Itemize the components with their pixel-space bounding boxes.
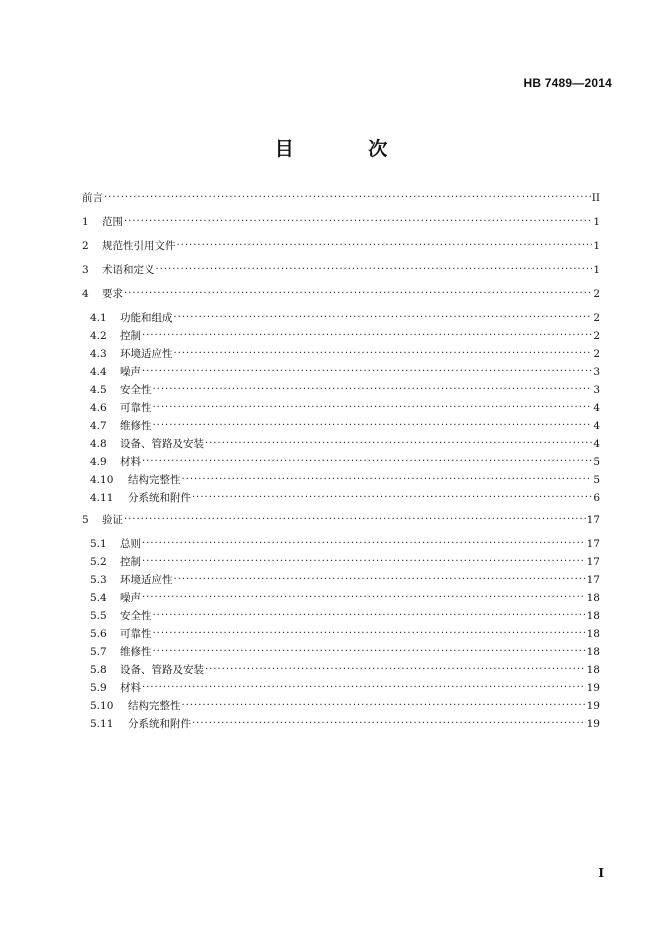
toc-leader-dots [142, 536, 586, 552]
toc-entry-number: 4.10 [90, 474, 114, 486]
toc-entry-label: 控制 [120, 330, 141, 342]
toc-entry-page: 18 [586, 646, 600, 658]
toc-entry[interactable] [82, 214, 600, 230]
toc-entry-label: 设备、管路及安装 [120, 664, 204, 676]
toc-entry-page: 3 [593, 384, 600, 396]
toc-leader-dots [153, 400, 593, 416]
toc-entry-label: 前言 [82, 192, 103, 204]
toc-entry-page: 1 [593, 216, 600, 228]
toc-entry-page: 2 [593, 312, 600, 324]
toc-entry[interactable] [82, 190, 600, 206]
toc-entry-number: 4.1 [90, 312, 107, 324]
toc-entry-label: 材料 [120, 682, 141, 694]
toc-leader-dots [124, 512, 586, 528]
toc-entry-label: 验证 [102, 514, 123, 526]
toc-entry-number: 4.9 [90, 456, 107, 468]
toc-entry-page: 1 [593, 264, 600, 276]
toc-entry-label: 环境适应性 [120, 574, 173, 586]
toc-entry-label: 可靠性 [120, 628, 152, 640]
toc-entry-label: 术语和定义 [102, 264, 155, 276]
toc-entry-label: 噪声 [120, 592, 141, 604]
toc-entry-page: 3 [593, 366, 600, 378]
toc-entry-page: II [591, 192, 600, 204]
toc-entry[interactable] [90, 590, 600, 606]
toc-entry-page: 18 [586, 610, 600, 622]
toc-entry[interactable] [82, 262, 600, 278]
toc-entry-page: 5 [593, 456, 600, 468]
toc-entry-label: 安全性 [120, 384, 152, 396]
toc-entry[interactable] [90, 608, 600, 624]
toc-entry[interactable] [90, 400, 600, 416]
toc-entry-number: 4.8 [90, 438, 107, 450]
toc-entry-label: 规范性引用文件 [102, 240, 176, 252]
toc-entry-number: 4 [82, 288, 89, 300]
toc-leader-dots [182, 698, 586, 714]
toc-leader-dots [142, 364, 592, 380]
toc-entry[interactable] [90, 346, 600, 362]
toc-entry-number: 5.4 [90, 592, 107, 604]
toc-leader-dots [156, 262, 593, 278]
document-code: HB 7489—2014 [523, 76, 612, 90]
toc-entry-label: 设备、管路及安装 [120, 438, 204, 450]
toc-entry-page: 4 [593, 438, 600, 450]
toc-entry[interactable] [82, 512, 600, 528]
toc-entry-number: 5.7 [90, 646, 107, 658]
toc-entry-number: 4.3 [90, 348, 107, 360]
toc-entry-number: 5.6 [90, 628, 107, 640]
toc-entry-page: 2 [593, 330, 600, 342]
toc-entry[interactable] [90, 572, 600, 588]
toc-entry-page: 18 [586, 664, 600, 676]
toc-entry-label: 总则 [120, 538, 141, 550]
toc-entry-label: 安全性 [120, 610, 152, 622]
toc-entry-page: 19 [586, 718, 600, 730]
toc-entry-number: 5.11 [90, 718, 114, 730]
toc-leader-dots [142, 328, 592, 344]
toc-leader-dots [104, 190, 591, 206]
toc-entry-page: 19 [586, 682, 600, 694]
toc-entry[interactable] [90, 644, 600, 660]
toc-title: 目 次 [274, 138, 422, 160]
toc-entry-number: 4.2 [90, 330, 107, 342]
toc-entry-page: 4 [593, 420, 600, 432]
toc-leader-dots [153, 382, 593, 398]
toc-entry[interactable] [90, 364, 600, 380]
toc-entry-page: 17 [586, 556, 600, 568]
toc-entry-label: 结构完整性 [128, 700, 181, 712]
toc-leader-dots [174, 310, 593, 326]
toc-entry[interactable] [90, 436, 600, 452]
toc-entry-number: 5.9 [90, 682, 107, 694]
toc-entry-number: 5.10 [90, 700, 114, 712]
toc-leader-dots [142, 590, 586, 606]
toc-entry[interactable] [90, 626, 600, 642]
toc-entry[interactable] [90, 418, 600, 434]
toc-entry-page: 18 [586, 592, 600, 604]
toc-entry-label: 材料 [120, 456, 141, 468]
toc-entry[interactable] [82, 286, 600, 302]
toc-leader-dots [192, 716, 586, 732]
toc-entry[interactable] [90, 698, 600, 714]
toc-leader-dots [153, 418, 593, 434]
toc-entry-number: 5.5 [90, 610, 107, 622]
toc-entry-label: 分系统和附件 [128, 492, 191, 504]
toc-entry-number: 3 [82, 264, 89, 276]
toc-entry-page: 17 [586, 574, 600, 586]
toc-entry[interactable] [90, 310, 600, 326]
toc-entry-number: 5.2 [90, 556, 107, 568]
toc-entry-page: 5 [593, 474, 600, 486]
toc-leader-dots [153, 608, 586, 624]
toc-leader-dots [142, 680, 586, 696]
toc-entry[interactable] [90, 454, 600, 470]
toc-leader-dots [182, 472, 593, 488]
toc-entry-number: 5.1 [90, 538, 107, 550]
toc-entry-page: 17 [586, 538, 600, 550]
toc-entry-label: 要求 [102, 288, 123, 300]
toc-leader-dots [177, 238, 593, 254]
toc-entry-label: 功能和组成 [120, 312, 173, 324]
toc-entry-number: 4.6 [90, 402, 107, 414]
toc-entry-page: 17 [586, 514, 600, 526]
toc-entry-label: 环境适应性 [120, 348, 173, 360]
toc-leader-dots [153, 644, 586, 660]
toc-entry[interactable] [90, 382, 600, 398]
toc-entry[interactable] [90, 536, 600, 552]
toc-entry[interactable] [90, 490, 600, 506]
toc-entry-number: 4.7 [90, 420, 107, 432]
toc-leader-dots [205, 436, 592, 452]
toc-leader-dots [174, 572, 586, 588]
toc-leader-dots [124, 214, 592, 230]
toc-entry-label: 噪声 [120, 366, 141, 378]
toc-leader-dots [192, 490, 592, 506]
toc-entry-number: 4.11 [90, 492, 114, 504]
toc-entry-page: 4 [593, 402, 600, 414]
toc-entry-page: 6 [593, 492, 600, 504]
toc-entry-label: 可靠性 [120, 402, 152, 414]
toc-entry-label: 控制 [120, 556, 141, 568]
toc-entry-label: 维修性 [120, 646, 152, 658]
toc-leader-dots [153, 626, 586, 642]
toc-leader-dots [142, 554, 586, 570]
page-folio: I [598, 866, 604, 880]
toc-entry[interactable] [90, 554, 600, 570]
toc-leader-dots [205, 662, 586, 678]
toc-leader-dots [124, 286, 592, 302]
toc-entry-number: 5 [82, 514, 89, 526]
toc-entry-number: 5.3 [90, 574, 107, 586]
toc-entry[interactable] [90, 680, 600, 696]
toc-entry-label: 结构完整性 [128, 474, 181, 486]
toc-entry[interactable] [90, 328, 600, 344]
toc-entry[interactable] [82, 238, 600, 254]
toc-entry-label: 维修性 [120, 420, 152, 432]
toc-entry-label: 范围 [102, 216, 123, 228]
toc-entry-number: 4.5 [90, 384, 107, 396]
toc-leader-dots [142, 454, 592, 470]
toc-entry-number: 5.8 [90, 664, 107, 676]
toc-entry-page: 18 [586, 628, 600, 640]
toc-leader-dots [174, 346, 593, 362]
toc-entry-number: 4.4 [90, 366, 107, 378]
toc-entry[interactable] [90, 662, 600, 678]
toc-entry[interactable] [90, 472, 600, 488]
toc-entry-number: 1 [82, 216, 89, 228]
toc-entry-page: 2 [593, 288, 600, 300]
toc-entry[interactable] [90, 716, 600, 732]
toc-entry-page: 1 [593, 240, 600, 252]
toc-entry-label: 分系统和附件 [128, 718, 191, 730]
toc-entry-page: 19 [586, 700, 600, 712]
toc-entry-page: 2 [593, 348, 600, 360]
toc-entry-number: 2 [82, 240, 89, 252]
